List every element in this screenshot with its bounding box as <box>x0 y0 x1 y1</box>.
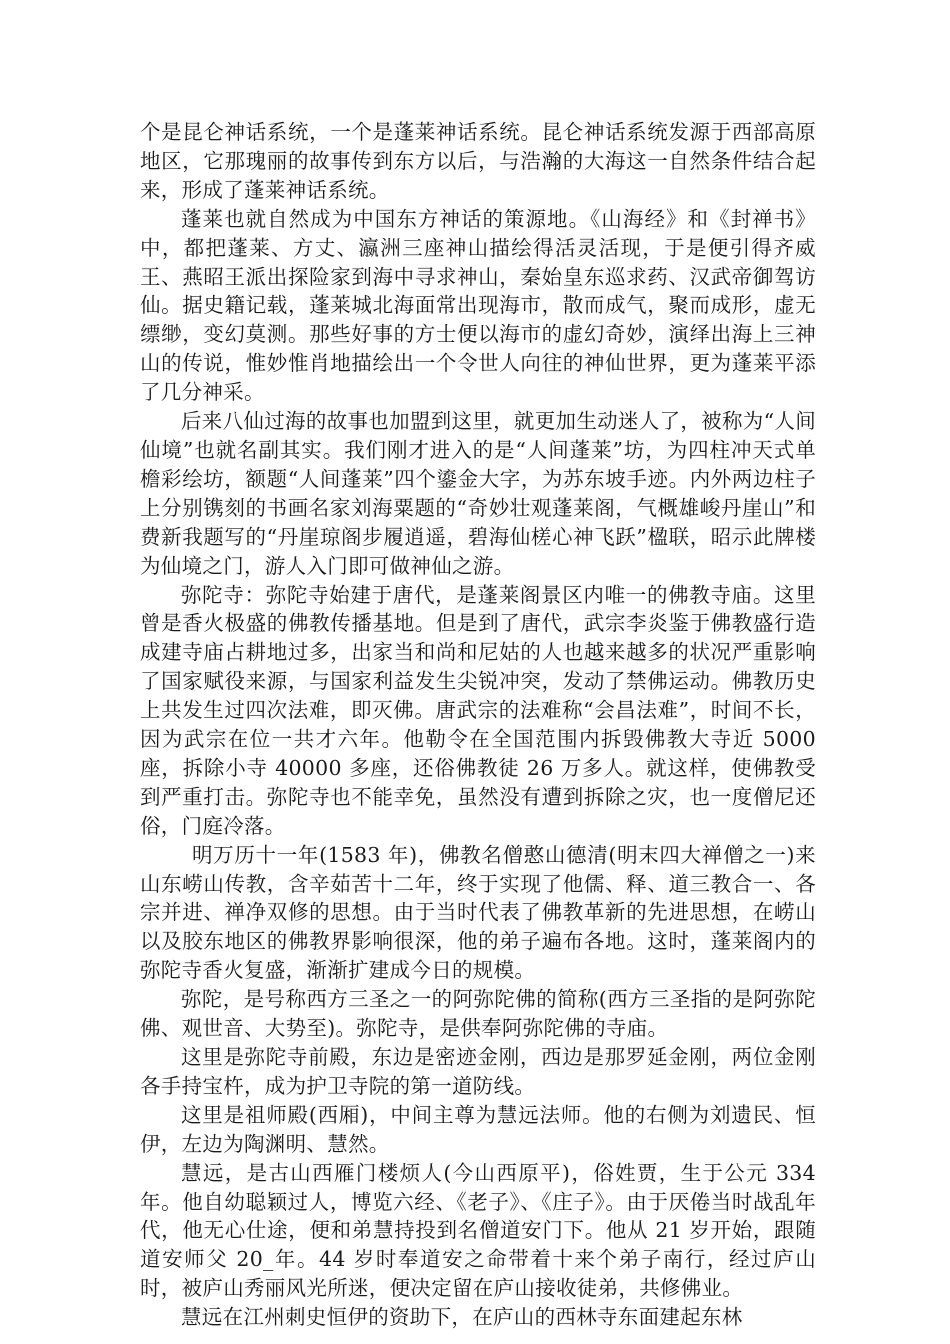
paragraph-mituo-temple: 弥陀寺：弥陀寺始建于唐代，是蓬莱阁景区内唯一的佛教寺庙。这里曾是香火极盛的佛教传播基地。但是到了唐代，武宗李炎鉴于佛教盛行造成建寺庙占耕地过多，出家当和尚和尼姑的人也越来越多的状况严重影响了国家赋役来源，与国家利益发生尖锐冲突，发动了禁佛运动。佛教历史上共发生过四次法难，即灭佛。唐武宗的法难称“会昌法难”，时间不长，因为武宗在位一共才六年。他勒令在全国范围内拆毁佛教大寺近 5000 座，拆除小寺 40000 多座，还俗佛教徒 26 万多人。就这样，使佛教受到严重打击。弥陀寺也不能幸免，虽然没有遭到拆除之灾，也一度僧尼还俗，门庭冷落。 <box>140 582 816 838</box>
paragraph-huiyuan: 慧远，是古山西雁门楼烦人(今山西原平)，俗姓贾，生于公元 334 年。他自幼聪颖过人，博览六经、《老子》、《庄子》。由于厌倦当时战乱年代，他无心仕途，便和弟慧持投到名僧道安门下。他从 21 岁开始，跟随道安师父 20_年。44 岁时奉道安之命带着十来个弟子南行，经过庐山时，被庐山秀丽风光所迷，便决定留在庐山接收徒弟，共修佛业。 <box>140 1160 816 1301</box>
paragraph-donglin: 慧远在江州刺史恒伊的资助下，在庐山的西林寺东面建起东林 <box>181 1305 743 1330</box>
paragraph-kunlun-penglai-myth: 个是昆仑神话系统，一个是蓬莱神话系统。昆仑神话系统发源于西部高原地区，它那瑰丽的故事传到东方以后，与浩瀚的大海这一自然条件结合起来，形成了蓬莱神话系统。 <box>140 120 816 202</box>
document-page <box>140 118 816 1332</box>
paragraph-front-hall: 这里是弥陀寺前殿，东边是密迹金刚，西边是那罗延金刚，两位金刚各手持宝杵，成为护卫寺院的第一道防线。 <box>140 1045 816 1098</box>
paragraph-penglai-origin: 蓬莱也就自然成为中国东方神话的策源地。《山海经》和《封禅书》中，都把蓬莱、方丈、瀛洲三座神山描绘得活灵活现，于是便引得齐威王、燕昭王派出探险家到海中寻求神山，秦始皇东巡求药、汉武帝御驾访仙。据史籍记载，蓬莱城北海面常出现海市，散而成气，聚而成形，虚无缥缈，变幻莫测。那些好事的方士便以海市的虚幻奇妙，演绎出海上三神山的传说，惟妙惟肖地描绘出一个令世人向往的神仙世界，更为蓬莱平添了几分神采。 <box>140 206 816 405</box>
paragraph-patriarch-hall: 这里是祖师殿(西厢)，中间主尊为慧远法师。他的右侧为刘遗民、恒伊，左边为陶渊明、慧然。 <box>140 1102 816 1156</box>
paragraph-eight-immortals: 后来八仙过海的故事也加盟到这里，就更加生动迷人了，被称为“人间仙境”也就名副其实。我们刚才进入的是“人间蓬莱”坊，为四柱冲天式单檐彩绘坊，额题“人间蓬莱”四个鎏金大字，为苏东坡手迹。内外两边柱子上分别镌刻的书画名家刘海粟题的“奇妙壮观蓬莱阁，气概雄峻丹崖山”和费新我题写的“丹崖琼阁步履逍遥，碧海仙槎心神飞跃”楹联，昭示此牌楼为仙境之门，游人入门即可做神仙之游。 <box>140 409 816 578</box>
paragraph-amitabha: 弥陀，是号称西方三圣之一的阿弥陀佛的简称(西方三圣指的是阿弥陀佛、观世音、大势至)。弥陀寺，是供奉阿弥陀佛的寺庙。 <box>140 987 816 1041</box>
paragraph-wanli-year: 明万历十一年(1583 年)，佛教名僧憨山德清(明末四大禅僧之一)来山东崂山传教，含辛茹苦十二年，终于实现了他儒、释、道三教合一、各宗并进、禅净双修的思想。由于当时代表了佛教革新的先进思想，在崂山以及胶东地区的佛教界影响很深，他的弟子遍布各地。这时，蓬莱阁内的弥陀寺香火复盛，渐渐扩建成今日的规模。 <box>140 842 816 983</box>
